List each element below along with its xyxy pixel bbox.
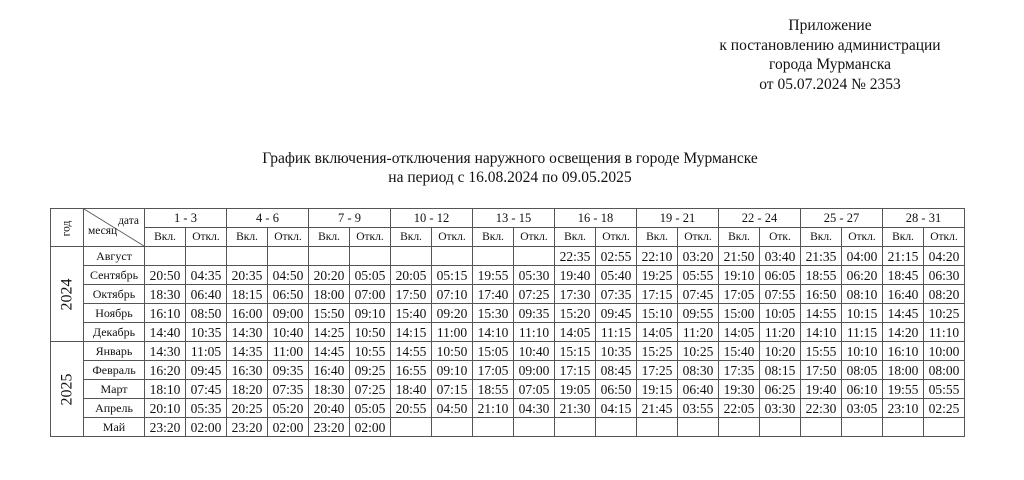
on-time-cell [719, 418, 760, 437]
on-time-cell: 21:50 [719, 247, 760, 266]
on-time-header: Вкл. [555, 228, 596, 247]
date-range-header: 1 - 3 [145, 209, 227, 228]
off-time-cell: 08:30 [678, 361, 719, 380]
date-range-header: 4 - 6 [227, 209, 309, 228]
off-time-cell: 07:00 [350, 285, 391, 304]
off-time-header: Откл. [924, 228, 965, 247]
on-time-cell: 18:45 [883, 266, 924, 285]
on-time-cell: 16:40 [883, 285, 924, 304]
off-time-cell: 06:40 [678, 380, 719, 399]
off-time-cell: 10:55 [350, 342, 391, 361]
off-time-cell: 10:35 [186, 323, 227, 342]
on-time-cell: 21:10 [473, 399, 514, 418]
on-time-cell: 18:30 [309, 380, 350, 399]
off-time-cell: 10:05 [760, 304, 801, 323]
off-time-cell: 08:50 [186, 304, 227, 323]
off-time-cell: 11:15 [842, 323, 883, 342]
off-time-cell: 08:15 [760, 361, 801, 380]
off-time-cell: 03:20 [678, 247, 719, 266]
on-time-cell: 22:05 [719, 399, 760, 418]
on-time-cell [391, 418, 432, 437]
on-time-cell: 14:05 [637, 323, 678, 342]
month-cell: Май [84, 418, 145, 437]
on-time-cell: 15:30 [473, 304, 514, 323]
on-time-cell: 22:30 [801, 399, 842, 418]
on-time-cell: 16:20 [145, 361, 186, 380]
off-time-cell: 11:20 [760, 323, 801, 342]
document-title [150, 149, 870, 187]
off-time-cell: 08:10 [842, 285, 883, 304]
on-time-header: Вкл. [637, 228, 678, 247]
off-time-cell: 07:25 [350, 380, 391, 399]
on-time-cell: 15:40 [391, 304, 432, 323]
on-time-cell: 14:20 [883, 323, 924, 342]
off-time-cell: 03:05 [842, 399, 883, 418]
off-time-cell [350, 247, 391, 266]
month-cell: Апрель [84, 399, 145, 418]
table-row [51, 266, 965, 285]
month-cell: Март [84, 380, 145, 399]
on-time-header: Вкл. [883, 228, 924, 247]
off-time-cell: 05:20 [268, 399, 309, 418]
off-time-cell: 11:05 [186, 342, 227, 361]
table-row [51, 323, 965, 342]
on-time-cell: 20:20 [309, 266, 350, 285]
on-time-cell: 19:15 [637, 380, 678, 399]
year-header-label: год [60, 220, 73, 237]
on-time-cell: 20:25 [227, 399, 268, 418]
off-time-cell: 02:00 [350, 418, 391, 437]
month-cell: Октябрь [84, 285, 145, 304]
off-time-cell: 05:30 [514, 266, 555, 285]
on-time-cell [145, 247, 186, 266]
title-line-1: График включения-отключения наружного освещения в городе Мурманске [262, 150, 758, 167]
off-time-header: Откл. [186, 228, 227, 247]
appendix-line-1: Приложение [788, 17, 872, 34]
off-time-cell: 07:10 [432, 285, 473, 304]
off-time-cell: 09:45 [596, 304, 637, 323]
on-time-header: Вкл. [801, 228, 842, 247]
on-time-cell: 15:25 [637, 342, 678, 361]
off-time-header: Откл. [432, 228, 473, 247]
on-time-cell: 16:00 [227, 304, 268, 323]
on-time-cell: 16:10 [145, 304, 186, 323]
off-time-cell: 04:00 [842, 247, 883, 266]
off-time-cell: 05:55 [678, 266, 719, 285]
header-row-ranges [51, 209, 965, 228]
off-time-cell: 10:10 [842, 342, 883, 361]
date-range-header: 16 - 18 [555, 209, 637, 228]
off-time-cell: 02:55 [596, 247, 637, 266]
on-time-cell: 16:40 [309, 361, 350, 380]
on-time-cell: 15:10 [637, 304, 678, 323]
off-time-cell: 09:00 [268, 304, 309, 323]
off-time-cell: 05:05 [350, 266, 391, 285]
off-time-cell: 06:25 [760, 380, 801, 399]
off-time-cell: 09:55 [678, 304, 719, 323]
off-time-cell: 07:15 [432, 380, 473, 399]
on-time-cell: 14:15 [391, 323, 432, 342]
off-time-cell [432, 247, 473, 266]
off-time-header: Откл. [678, 228, 719, 247]
off-time-header: Откл. [596, 228, 637, 247]
on-time-cell: 18:10 [145, 380, 186, 399]
on-time-cell: 15:40 [719, 342, 760, 361]
date-range-header: 10 - 12 [391, 209, 473, 228]
off-time-cell: 10:15 [842, 304, 883, 323]
table-row [51, 304, 965, 323]
table-row [51, 342, 965, 361]
date-month-diagonal-header [84, 209, 145, 247]
on-time-cell: 15:20 [555, 304, 596, 323]
on-time-cell: 18:20 [227, 380, 268, 399]
off-time-cell: 02:25 [924, 399, 965, 418]
on-time-cell: 14:35 [227, 342, 268, 361]
on-time-cell: 17:30 [555, 285, 596, 304]
off-time-cell: 11:10 [924, 323, 965, 342]
on-time-cell [637, 418, 678, 437]
year-label: 2024 [58, 278, 76, 310]
off-time-cell: 09:10 [350, 304, 391, 323]
schedule-body [51, 247, 965, 437]
on-time-cell: 14:45 [309, 342, 350, 361]
off-time-cell: 05:05 [350, 399, 391, 418]
on-time-cell: 23:20 [145, 418, 186, 437]
off-time-cell: 03:30 [760, 399, 801, 418]
appendix-header [690, 16, 970, 94]
month-header-label: месяц [88, 225, 118, 237]
off-time-cell: 03:55 [678, 399, 719, 418]
off-time-cell: 09:00 [514, 361, 555, 380]
on-time-cell: 14:40 [145, 323, 186, 342]
off-time-cell: 09:20 [432, 304, 473, 323]
on-time-cell: 14:05 [719, 323, 760, 342]
on-time-cell: 20:05 [391, 266, 432, 285]
off-time-header: Отк. [760, 228, 801, 247]
month-cell: Ноябрь [84, 304, 145, 323]
off-time-cell: 04:50 [268, 266, 309, 285]
on-time-header: Вкл. [309, 228, 350, 247]
off-time-cell [924, 418, 965, 437]
off-time-cell: 09:35 [268, 361, 309, 380]
off-time-cell: 11:00 [432, 323, 473, 342]
off-time-cell: 10:25 [678, 342, 719, 361]
date-range-header: 19 - 21 [637, 209, 719, 228]
on-time-cell [227, 247, 268, 266]
on-time-cell: 21:30 [555, 399, 596, 418]
off-time-cell: 06:50 [268, 285, 309, 304]
on-time-header: Вкл. [391, 228, 432, 247]
on-time-cell: 15:05 [473, 342, 514, 361]
on-time-cell: 14:45 [883, 304, 924, 323]
off-time-cell: 08:05 [842, 361, 883, 380]
on-time-cell: 14:10 [473, 323, 514, 342]
on-time-cell: 14:30 [145, 342, 186, 361]
appendix-line-4: от 05.07.2024 № 2353 [759, 75, 901, 93]
on-time-header: Вкл. [145, 228, 186, 247]
off-time-cell: 11:00 [268, 342, 309, 361]
on-time-cell: 14:25 [309, 323, 350, 342]
off-time-cell: 10:25 [924, 304, 965, 323]
on-time-header: Вкл. [473, 228, 514, 247]
on-time-cell: 21:35 [801, 247, 842, 266]
off-time-cell: 10:20 [760, 342, 801, 361]
on-time-cell: 17:15 [637, 285, 678, 304]
on-time-cell [883, 418, 924, 437]
off-time-cell [268, 247, 309, 266]
on-time-cell: 20:40 [309, 399, 350, 418]
month-cell: Декабрь [84, 323, 145, 342]
on-time-cell [555, 418, 596, 437]
off-time-cell [432, 418, 473, 437]
off-time-header: Откл. [350, 228, 391, 247]
on-time-cell: 18:00 [883, 361, 924, 380]
off-time-header: Откл. [514, 228, 555, 247]
off-time-cell: 06:50 [596, 380, 637, 399]
on-time-cell: 22:35 [555, 247, 596, 266]
table-row [51, 247, 965, 266]
on-time-cell: 22:10 [637, 247, 678, 266]
on-time-cell: 14:10 [801, 323, 842, 342]
on-time-cell: 17:35 [719, 361, 760, 380]
off-time-cell: 07:45 [678, 285, 719, 304]
off-time-cell: 09:10 [432, 361, 473, 380]
off-time-cell: 05:55 [924, 380, 965, 399]
on-time-cell: 16:50 [801, 285, 842, 304]
off-time-cell: 10:00 [924, 342, 965, 361]
on-time-cell: 18:30 [145, 285, 186, 304]
on-time-cell: 20:50 [145, 266, 186, 285]
on-time-cell: 19:05 [555, 380, 596, 399]
off-time-cell: 11:20 [678, 323, 719, 342]
on-time-cell: 19:55 [883, 380, 924, 399]
off-time-cell: 11:10 [514, 323, 555, 342]
off-time-cell: 08:00 [924, 361, 965, 380]
on-time-cell: 19:40 [801, 380, 842, 399]
on-time-cell: 20:35 [227, 266, 268, 285]
on-time-header: Вкл. [719, 228, 760, 247]
on-time-cell: 17:05 [719, 285, 760, 304]
off-time-cell: 05:40 [596, 266, 637, 285]
table-row [51, 399, 965, 418]
off-time-cell: 03:40 [760, 247, 801, 266]
off-time-cell: 10:50 [432, 342, 473, 361]
off-time-cell: 07:35 [268, 380, 309, 399]
on-time-cell: 15:00 [719, 304, 760, 323]
table-row [51, 418, 965, 437]
appendix-line-2: к постановлению администрации [719, 36, 941, 54]
off-time-header: Откл. [268, 228, 309, 247]
off-time-cell [514, 247, 555, 266]
off-time-cell: 04:35 [186, 266, 227, 285]
date-range-header: 13 - 15 [473, 209, 555, 228]
off-time-cell: 06:20 [842, 266, 883, 285]
off-time-cell: 11:15 [596, 323, 637, 342]
off-time-cell: 09:35 [514, 304, 555, 323]
on-time-cell: 15:50 [309, 304, 350, 323]
on-time-cell: 18:55 [801, 266, 842, 285]
off-time-cell [842, 418, 883, 437]
on-time-cell: 20:55 [391, 399, 432, 418]
on-time-cell: 18:55 [473, 380, 514, 399]
off-time-cell: 10:40 [268, 323, 309, 342]
off-time-cell: 02:00 [268, 418, 309, 437]
off-time-cell: 09:45 [186, 361, 227, 380]
date-range-header: 7 - 9 [309, 209, 391, 228]
off-time-cell: 06:05 [760, 266, 801, 285]
on-time-cell: 14:30 [227, 323, 268, 342]
on-time-cell: 14:55 [801, 304, 842, 323]
date-header-label: дата [118, 215, 139, 227]
off-time-cell: 05:15 [432, 266, 473, 285]
on-time-cell: 21:45 [637, 399, 678, 418]
on-time-cell: 18:40 [391, 380, 432, 399]
on-time-cell: 16:30 [227, 361, 268, 380]
off-time-cell: 07:55 [760, 285, 801, 304]
off-time-cell: 02:00 [186, 418, 227, 437]
off-time-cell: 07:45 [186, 380, 227, 399]
on-time-cell [801, 418, 842, 437]
on-time-cell: 14:05 [555, 323, 596, 342]
off-time-cell: 06:10 [842, 380, 883, 399]
month-cell: Февраль [84, 361, 145, 380]
table-row [51, 361, 965, 380]
year-cell [51, 247, 84, 342]
off-time-cell: 06:30 [924, 266, 965, 285]
on-time-cell: 16:55 [391, 361, 432, 380]
on-time-cell [473, 247, 514, 266]
off-time-cell [678, 418, 719, 437]
on-time-cell: 15:55 [801, 342, 842, 361]
on-time-cell: 14:55 [391, 342, 432, 361]
on-time-cell: 19:40 [555, 266, 596, 285]
on-time-cell: 23:20 [309, 418, 350, 437]
on-time-cell: 17:05 [473, 361, 514, 380]
on-time-cell: 18:15 [227, 285, 268, 304]
off-time-cell: 07:25 [514, 285, 555, 304]
on-time-cell [391, 247, 432, 266]
header-row-onoff [51, 228, 965, 247]
on-time-header: Вкл. [227, 228, 268, 247]
off-time-header: Откл. [842, 228, 883, 247]
off-time-cell: 08:20 [924, 285, 965, 304]
off-time-cell [186, 247, 227, 266]
month-cell: Январь [84, 342, 145, 361]
month-cell: Август [84, 247, 145, 266]
on-time-cell: 17:50 [391, 285, 432, 304]
on-time-cell: 19:25 [637, 266, 678, 285]
off-time-cell: 04:20 [924, 247, 965, 266]
on-time-cell: 18:00 [309, 285, 350, 304]
date-range-header: 22 - 24 [719, 209, 801, 228]
off-time-cell: 07:05 [514, 380, 555, 399]
on-time-cell: 19:55 [473, 266, 514, 285]
off-time-cell [514, 418, 555, 437]
on-time-cell: 17:40 [473, 285, 514, 304]
title-line-2: на период с 16.08.2024 по 09.05.2025 [388, 169, 632, 186]
appendix-line-3: города Мурманска [768, 56, 891, 73]
table-row [51, 380, 965, 399]
off-time-cell: 10:35 [596, 342, 637, 361]
on-time-cell: 20:10 [145, 399, 186, 418]
on-time-cell: 19:10 [719, 266, 760, 285]
off-time-cell: 06:40 [186, 285, 227, 304]
off-time-cell [760, 418, 801, 437]
table-row [51, 285, 965, 304]
off-time-cell: 08:45 [596, 361, 637, 380]
year-column-header [51, 209, 84, 247]
off-time-cell: 04:15 [596, 399, 637, 418]
off-time-cell: 09:25 [350, 361, 391, 380]
on-time-cell [473, 418, 514, 437]
on-time-cell: 21:15 [883, 247, 924, 266]
on-time-cell: 23:10 [883, 399, 924, 418]
off-time-cell: 04:50 [432, 399, 473, 418]
on-time-cell [309, 247, 350, 266]
year-label: 2025 [58, 373, 76, 405]
lighting-schedule-table [50, 208, 965, 437]
date-range-header: 28 - 31 [883, 209, 965, 228]
off-time-cell: 10:50 [350, 323, 391, 342]
month-cell: Сентябрь [84, 266, 145, 285]
on-time-cell: 17:15 [555, 361, 596, 380]
on-time-cell: 16:10 [883, 342, 924, 361]
on-time-cell: 15:15 [555, 342, 596, 361]
off-time-cell: 10:40 [514, 342, 555, 361]
date-range-header: 25 - 27 [801, 209, 883, 228]
year-cell [51, 342, 84, 437]
on-time-cell: 19:30 [719, 380, 760, 399]
on-time-cell: 17:25 [637, 361, 678, 380]
on-time-cell: 23:20 [227, 418, 268, 437]
off-time-cell: 07:35 [596, 285, 637, 304]
on-time-cell: 17:50 [801, 361, 842, 380]
off-time-cell: 04:30 [514, 399, 555, 418]
off-time-cell: 05:35 [186, 399, 227, 418]
off-time-cell [596, 418, 637, 437]
